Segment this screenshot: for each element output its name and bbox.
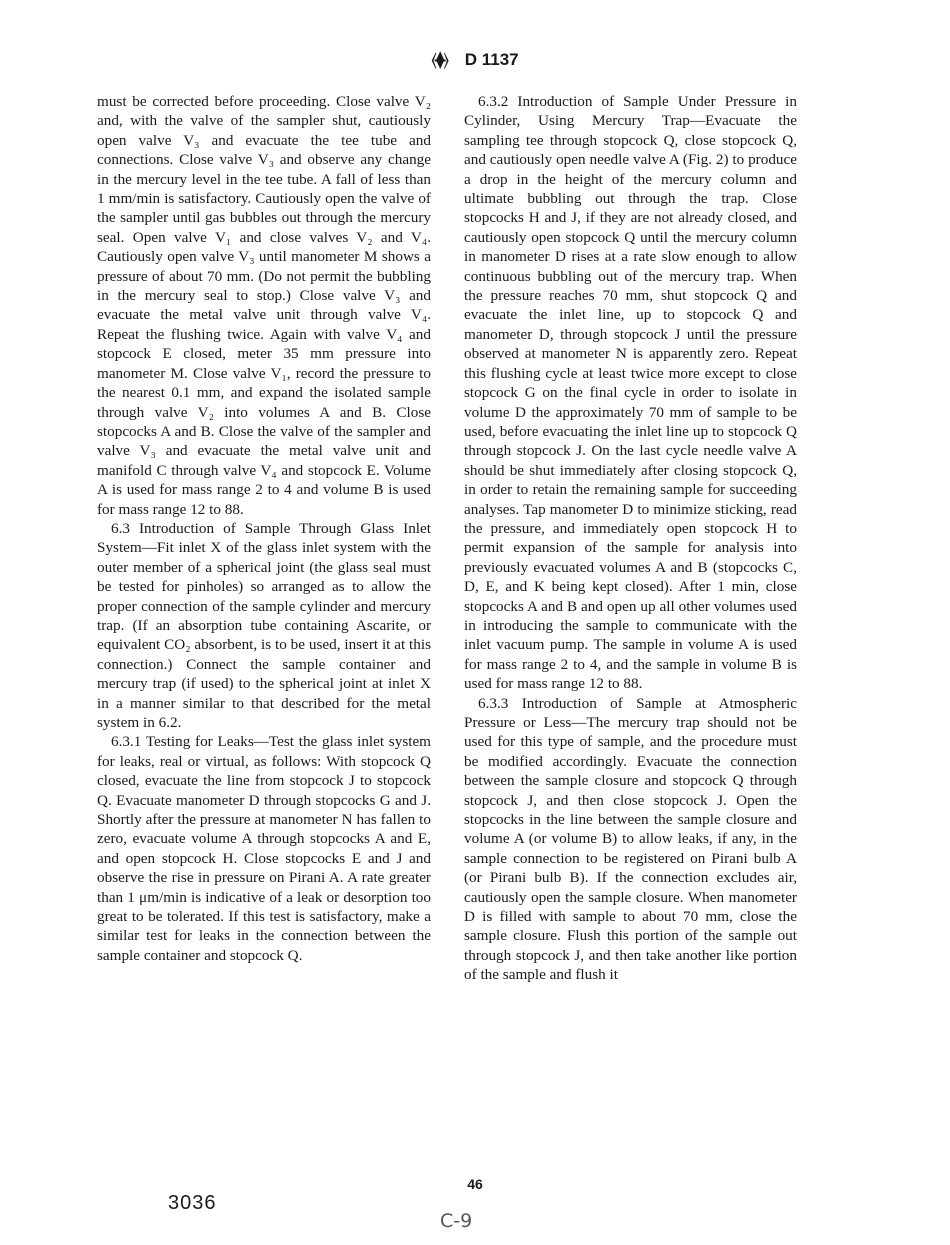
right-column [464,92,797,985]
astm-logo-icon: ⦑⧫⦒ [431,50,448,70]
paragraph: 6.3 Introduction of Sample Through Glass Inlet System—Fit inlet X of the glass inlet system with the outer member of a spherical joint (the glass seal must be tested for pinholes) so arranged as to allow the proper connection of the sample cylinder and mercury trap. (If an absorption tube containing Ascarite, or equivalent CO₂ absorbent, is to be used, insert it at this connection.) Connect the sample container and mercury trap (if used) to the spherical joint at inlet X in a manner similar to that described for the metal system in 6.2. [97,519,431,731]
standard-designation: D 1137 [464,50,519,69]
page-header [0,50,950,70]
paragraph: must be corrected before proceeding. Close valve V₂ and, with the valve of the sampler shut, cautiously open valve V₃ and evacuate the tee tube and connections. Close valve V₃ and observe any change in the mercury level in the tee tube. A fall of less than 1 mm/min is satisfactory. Cautiously open the valve of the sampler until gas bubbles out through the mercury seal. Open valve V₁ and close valves V₂ and V₄. Cautiously open valve V₃ until manometer M shows a pressure of about 70 mm. (Do not permit the bubbling in the mercury seal to stop.) Close valve V₃ and evacuate the metal valve unit through valve V₄. Repeat the flushing twice. Again with valve V₄ and stopcock E closed, meter 35 mm pressure into manometer M. Close valve V₁, record the pressure to the nearest 0.1 mm, and expand the isolated sample through valve V₂ into volumes A and B. Close stopcocks A and B. Close the valve of the sampler and valve V₃ and evacuate the metal valve unit and manifold C through valve V₄ and stopcock E. Volume A is used for mass range 2 to 4 and volume B is used for mass range 12 to 88. [97,93,431,518]
handwritten-note: C-9 [440,1210,473,1232]
left-column [97,92,431,965]
page-number: 46 [467,1176,483,1192]
document-stamp-number: 3036 [168,1192,217,1214]
paragraph: 6.3.2 Introduction of Sample Under Pressure in Cylinder, Using Mercury Trap—Evacuate the sampling tee through stopcock Q, close stopcock Q, and cautiously open needle valve A (Fig. 2) to produce a drop in the height of the mercury column and ultimate bubbling out through the trap. Close stopcocks H and J, if they are not already closed, and cautiously open stopcock Q until the mercury column in manometer D rises at a rate slow enough to allow continuous bubbling out of the mercury trap. When the pressure reaches 70 mm, shut stopcock Q and evacuate the inlet line, up to stopcock Q and manometer D, through stopcock J until the pressure observed at manometer N is apparently zero. Repeat this flushing cycle at least twice more except to close stopcock G on the final cycle in order to isolate in volume D the approximately 70 mm of sample to be used, before evacuating the inlet line up to stopcock Q through stopcock J. On the last cycle needle valve A should be shut immediately after closing stopcock Q, in order to retain the remaining sample for succeeding analyses. Tap manometer D to minimize sticking, read the pressure, and immediately open stopcock H to permit expansion of the sample for analysis into previously evacuated volumes A and B (stopcocks C, D, E, and K being kept closed). After 1 min, close stopcocks A and B and open up all other volumes used in introducing the sample to communicate with the inlet vacuum pump. The sample in volume A is used for mass range 2 to 4, and the sample in volume B is used for mass range 12 to 88. [464,93,797,693]
paragraph: 6.3.3 Introduction of Sample at Atmospheric Pressure or Less—The mercury trap should not be used for this type of sample, and the procedure must be modified accordingly. Evacuate the connection between the sample closure and stopcock Q through stopcock J, and then close stopcock J. Open the stopcocks in the line between the sample closure and volume A (or volume B) to allow leaks, if any, in the sample connection to be registered on Pirani bulb A (or Pirani bulb B). If the connection excludes air, cautiously open the sample closure. When manometer D is filled with sample to about 70 mm, close the sample closure. Flush this portion of the sample out through stopcock J, and then take another like portion of the sample and flush it [464,694,797,984]
paragraph: 6.3.1 Testing for Leaks—Test the glass inlet system for leaks, real or virtual, as follows: With stopcock Q closed, evacuate the line from stopcock J to stopcock Q. Evacuate manometer D through stopcocks G and J. Shortly after the pressure at manometer N has fallen to zero, evacuate volume A through stopcocks A and E, and open stopcock H. Close stopcocks E and J and observe the rise in pressure on Pirani A. A rate greater than 1 μm/min is indicative of a leak or desorption too great to be tolerated. If this test is satisfactory, make a similar test for leaks in the connection between the sample container and stopcock Q. [97,733,431,964]
